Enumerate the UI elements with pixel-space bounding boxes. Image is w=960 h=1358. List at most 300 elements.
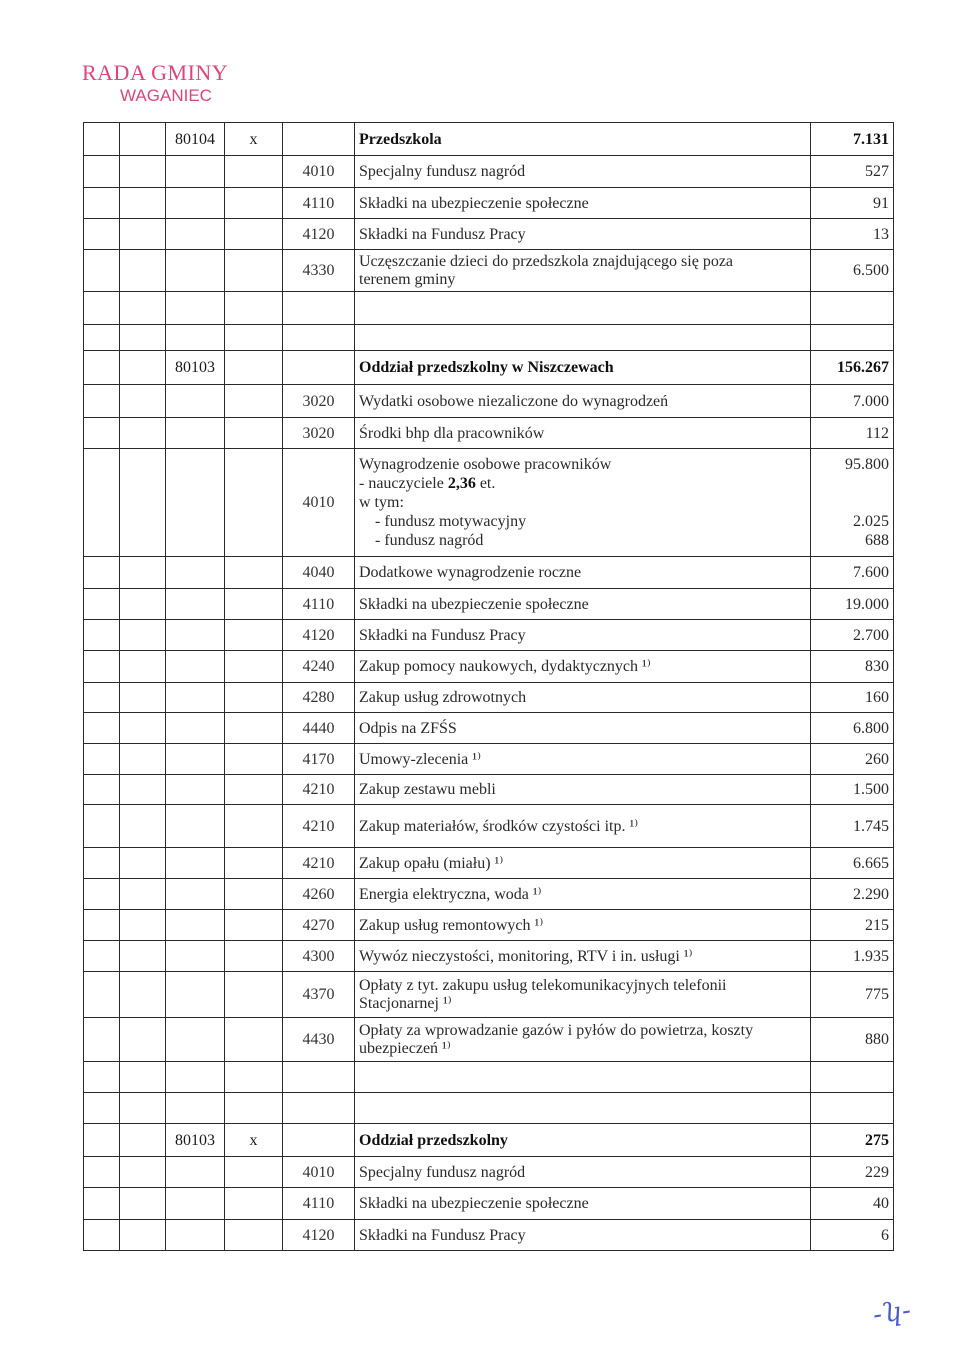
paragraph-cell: 4240	[283, 651, 355, 683]
blank-cell	[120, 848, 166, 879]
description-line: Składki na ubezpieczenie społeczne	[359, 595, 589, 613]
blank-cell	[84, 589, 120, 620]
description-line	[359, 531, 806, 550]
blank-cell	[84, 219, 120, 250]
blank-cell	[120, 744, 166, 775]
blank-cell	[84, 1157, 120, 1188]
mark-cell	[225, 972, 283, 1018]
description-line: Składki na Fundusz Pracy	[359, 1226, 526, 1244]
description-line: Składki na Fundusz Pracy	[359, 225, 526, 243]
description-cell	[355, 620, 811, 651]
blank-cell	[84, 1220, 120, 1251]
blank-cell	[811, 325, 894, 351]
amount-cell	[811, 385, 894, 418]
description-cell	[355, 713, 811, 744]
description-line: Zakup pomocy naukowych, dydaktycznych ¹⁾	[359, 658, 651, 675]
blank-cell	[84, 557, 120, 589]
description-line: ubezpieczeń ¹⁾	[359, 1039, 451, 1057]
table-row	[84, 557, 894, 589]
paragraph-cell: 4270	[283, 910, 355, 941]
description-cell	[355, 1157, 811, 1188]
description-text: - fundusz motywacyjny	[359, 513, 527, 530]
amount-value: 6	[881, 1226, 889, 1244]
chapter-cell	[166, 1018, 225, 1062]
amount-value: 40	[873, 1195, 889, 1212]
blank-cell	[84, 1188, 120, 1220]
amount-cell	[811, 805, 894, 848]
amount-value: 91	[873, 194, 889, 212]
description-bold: 2,36	[447, 475, 476, 492]
blank-cell	[84, 1018, 120, 1062]
chapter-cell: 80103	[166, 351, 225, 385]
amount-line	[815, 474, 889, 493]
amount-cell	[811, 683, 894, 713]
chapter-cell	[166, 557, 225, 589]
amount-value: 7.000	[853, 392, 889, 410]
description-line: Umowy-zlecenia ¹⁾	[359, 750, 482, 768]
amount-value: 215	[865, 916, 889, 934]
blank-cell	[84, 848, 120, 879]
blank-cell	[84, 292, 120, 325]
stamp-line-1: RADA GMINY	[82, 60, 229, 85]
description-cell	[355, 972, 811, 1018]
blank-cell	[225, 1093, 283, 1124]
amount-value: 2.700	[853, 626, 889, 644]
table-row	[84, 683, 894, 713]
description-line	[359, 493, 806, 512]
blank-cell	[120, 123, 166, 156]
table-row	[84, 1018, 894, 1062]
mark-cell	[225, 250, 283, 292]
amount-cell	[811, 1188, 894, 1220]
amount-cell	[811, 744, 894, 775]
description-line: Dodatkowe wynagrodzenie roczne	[359, 564, 582, 581]
mark-cell	[225, 351, 283, 385]
description-cell	[355, 385, 811, 418]
blank-cell	[120, 1157, 166, 1188]
mark-cell	[225, 744, 283, 775]
amount-value: 6.500	[853, 262, 889, 279]
description-text: - nauczyciele	[359, 475, 448, 492]
paragraph-cell: 4260	[283, 879, 355, 910]
mark-cell: x	[225, 1124, 283, 1157]
table-row	[84, 188, 894, 219]
description-line: Oddział przedszkolny w Niszczewach	[359, 359, 614, 376]
chapter-cell	[166, 683, 225, 713]
blank-cell	[120, 325, 166, 351]
blank-cell	[120, 1018, 166, 1062]
blank-cell	[166, 1062, 225, 1093]
blank-cell	[120, 1220, 166, 1251]
blank-cell	[84, 941, 120, 972]
paragraph-cell: 4440	[283, 713, 355, 744]
description-text: Wynagrodzenie osobowe pracowników	[359, 456, 612, 473]
description-line: Wywóz nieczystości, monitoring, RTV i in. usługi ¹⁾	[359, 947, 693, 965]
amount-value: 13	[873, 225, 889, 243]
amount-value: 160	[865, 689, 889, 706]
description-line	[359, 474, 806, 493]
chapter-cell	[166, 848, 225, 879]
amount-value: 2.290	[853, 885, 889, 903]
amount-cell	[811, 1018, 894, 1062]
amount-cell	[811, 848, 894, 879]
mark-cell	[225, 805, 283, 848]
amount-value: 880	[865, 1031, 889, 1048]
mark-cell	[225, 557, 283, 589]
table-row	[84, 156, 894, 188]
description-cell	[355, 1124, 811, 1157]
table-row	[84, 744, 894, 775]
mark-cell	[225, 1018, 283, 1062]
blank-cell	[355, 325, 811, 351]
description-line: Składki na ubezpieczenie społeczne	[359, 194, 589, 212]
amount-line: 688	[865, 532, 889, 549]
description-line: Zakup materiałów, środków czystości itp. ¹⁾	[359, 817, 639, 835]
description-cell	[355, 1220, 811, 1251]
description-line: Specjalny fundusz nagród	[359, 163, 526, 180]
mark-cell	[225, 910, 283, 941]
amount-cell	[811, 1157, 894, 1188]
empty-row	[84, 1093, 894, 1124]
description-line: terenem gminy	[359, 270, 456, 288]
amount-cell	[811, 713, 894, 744]
amount-cell	[811, 1124, 894, 1157]
blank-cell	[120, 385, 166, 418]
paragraph-cell: 4210	[283, 848, 355, 879]
amount-cell	[811, 910, 894, 941]
amount-value: 260	[865, 750, 889, 768]
description-cell	[355, 848, 811, 879]
table-row	[84, 250, 894, 292]
table-row	[84, 219, 894, 250]
paragraph-cell: 4110	[283, 1188, 355, 1220]
blank-cell	[120, 1124, 166, 1157]
mark-cell	[225, 385, 283, 418]
description-line	[359, 512, 806, 531]
blank-cell	[84, 123, 120, 156]
table-row	[84, 123, 894, 156]
chapter-cell	[166, 744, 225, 775]
description-line: Energia elektryczna, woda ¹⁾	[359, 885, 542, 903]
blank-cell	[166, 292, 225, 325]
mark-cell	[225, 848, 283, 879]
amount-value: 156.267	[837, 359, 889, 376]
description-line: Zakup zestawu mebli	[359, 781, 496, 798]
blank-cell	[120, 351, 166, 385]
blank-cell	[84, 156, 120, 188]
chapter-cell	[166, 805, 225, 848]
table-row	[84, 589, 894, 620]
description-cell	[355, 1188, 811, 1220]
description-cell	[355, 805, 811, 848]
blank-cell	[355, 1093, 811, 1124]
blank-cell	[120, 713, 166, 744]
table-row	[84, 351, 894, 385]
blank-cell	[84, 910, 120, 941]
blank-cell	[84, 188, 120, 219]
table-row	[84, 1124, 894, 1157]
description-line: Środki bhp dla pracowników	[359, 424, 545, 442]
mark-cell	[225, 418, 283, 449]
amount-line	[815, 493, 889, 512]
amount-value: 7.131	[853, 130, 889, 148]
blank-cell	[84, 805, 120, 848]
blank-cell	[120, 188, 166, 219]
blank-cell	[120, 1062, 166, 1093]
chapter-cell	[166, 1157, 225, 1188]
budget-table-body	[84, 123, 894, 1251]
stamp-line-2: WAGANIEC	[120, 86, 212, 105]
blank-cell	[84, 713, 120, 744]
amount-cell	[811, 557, 894, 589]
description-cell	[355, 123, 811, 156]
blank-cell	[120, 418, 166, 449]
paragraph-cell: 4110	[283, 188, 355, 219]
table-row	[84, 1157, 894, 1188]
chapter-cell	[166, 620, 225, 651]
table-row	[84, 941, 894, 972]
description-line: Stacjonarnej ¹⁾	[359, 994, 452, 1012]
mark-cell	[225, 1220, 283, 1251]
blank-cell	[120, 941, 166, 972]
description-line: Składki na Fundusz Pracy	[359, 626, 526, 644]
blank-cell	[283, 325, 355, 351]
description-cell	[355, 188, 811, 219]
table-row	[84, 972, 894, 1018]
paragraph-cell: 3020	[283, 418, 355, 449]
blank-cell	[120, 620, 166, 651]
blank-cell	[811, 1062, 894, 1093]
blank-cell	[84, 620, 120, 651]
blank-cell	[84, 325, 120, 351]
blank-cell	[355, 1062, 811, 1093]
mark-cell	[225, 156, 283, 188]
paragraph-cell: 4120	[283, 1220, 355, 1251]
description-cell	[355, 1018, 811, 1062]
blank-cell	[84, 1124, 120, 1157]
blank-cell	[84, 250, 120, 292]
table-row	[84, 651, 894, 683]
mark-cell	[225, 941, 283, 972]
description-cell	[355, 250, 811, 292]
amount-cell	[811, 449, 894, 557]
description-line: Specjalny fundusz nagród	[359, 1163, 526, 1181]
description-line: Wydatki osobowe niezaliczone do wynagrodzeń	[359, 392, 669, 410]
empty-row	[84, 1062, 894, 1093]
blank-cell	[84, 972, 120, 1018]
description-cell	[355, 775, 811, 805]
amount-line: 95.800	[845, 456, 889, 473]
paragraph-cell	[283, 351, 355, 385]
paragraph-cell: 4010	[283, 449, 355, 557]
description-cell	[355, 941, 811, 972]
blank-cell	[84, 1062, 120, 1093]
blank-cell	[355, 292, 811, 325]
chapter-cell	[166, 972, 225, 1018]
blank-cell	[84, 1093, 120, 1124]
chapter-cell	[166, 250, 225, 292]
description-text: w tym:	[359, 494, 404, 511]
description-line: Opłaty za wprowadzanie gazów i pyłów do powietrza, koszty	[359, 1021, 754, 1039]
description-line: Zakup opału (miału) ¹⁾	[359, 854, 504, 872]
description-line: Zakup usług zdrowotnych	[359, 689, 527, 706]
description-cell	[355, 651, 811, 683]
paragraph-cell: 4110	[283, 589, 355, 620]
paragraph-cell: 4210	[283, 775, 355, 805]
paragraph-cell: 4210	[283, 805, 355, 848]
table-row	[84, 418, 894, 449]
amount-cell	[811, 219, 894, 250]
description-line	[359, 455, 806, 474]
chapter-cell	[166, 156, 225, 188]
blank-cell	[84, 418, 120, 449]
mark-cell	[225, 1157, 283, 1188]
amount-value: 112	[865, 424, 889, 442]
paragraph-cell: 4330	[283, 250, 355, 292]
table-row	[84, 848, 894, 879]
table-row	[84, 879, 894, 910]
description-cell	[355, 879, 811, 910]
chapter-cell	[166, 879, 225, 910]
description-cell	[355, 557, 811, 589]
blank-cell	[120, 1093, 166, 1124]
amount-value: 7.600	[853, 564, 889, 581]
blank-cell	[120, 972, 166, 1018]
table-row	[84, 775, 894, 805]
paragraph-cell: 4040	[283, 557, 355, 589]
blank-cell	[84, 744, 120, 775]
paragraph-cell: 3020	[283, 385, 355, 418]
council-stamp	[82, 62, 228, 104]
table-row	[84, 1188, 894, 1220]
mark-cell	[225, 775, 283, 805]
description-cell	[355, 219, 811, 250]
amount-cell	[811, 620, 894, 651]
paragraph-cell: 4170	[283, 744, 355, 775]
table-row	[84, 449, 894, 557]
amount-cell	[811, 351, 894, 385]
description-cell	[355, 351, 811, 385]
paragraph-cell	[283, 1124, 355, 1157]
description-line: Składki na ubezpieczenie społeczne	[359, 1195, 589, 1212]
amount-cell	[811, 250, 894, 292]
blank-cell	[84, 351, 120, 385]
amount-cell	[811, 123, 894, 156]
blank-cell	[120, 292, 166, 325]
chapter-cell	[166, 651, 225, 683]
chapter-cell	[166, 385, 225, 418]
empty-row	[84, 325, 894, 351]
table-row	[84, 1220, 894, 1251]
mark-cell	[225, 651, 283, 683]
paragraph-cell: 4280	[283, 683, 355, 713]
blank-cell	[225, 292, 283, 325]
table-row	[84, 910, 894, 941]
blank-cell	[120, 651, 166, 683]
blank-cell	[120, 683, 166, 713]
amount-cell	[811, 1220, 894, 1251]
description-line: Odpis na ZFŚS	[359, 719, 457, 737]
mark-cell	[225, 683, 283, 713]
blank-cell	[84, 683, 120, 713]
amount-cell	[811, 775, 894, 805]
amount-value: 1.500	[853, 781, 889, 798]
chapter-cell	[166, 910, 225, 941]
blank-cell	[120, 219, 166, 250]
mark-cell	[225, 449, 283, 557]
paragraph-cell: 4430	[283, 1018, 355, 1062]
description-cell	[355, 744, 811, 775]
mark-cell	[225, 219, 283, 250]
blank-cell	[84, 651, 120, 683]
blank-cell	[120, 879, 166, 910]
blank-cell	[811, 292, 894, 325]
blank-cell	[166, 325, 225, 351]
amount-cell	[811, 651, 894, 683]
blank-cell	[120, 589, 166, 620]
mark-cell	[225, 879, 283, 910]
blank-cell	[283, 1062, 355, 1093]
description-line: Opłaty z tyt. zakupu usług telekomunikacyjnych telefonii	[359, 976, 727, 994]
description-cell	[355, 683, 811, 713]
paragraph-cell: 4010	[283, 1157, 355, 1188]
chapter-cell	[166, 713, 225, 744]
chapter-cell	[166, 589, 225, 620]
amount-value: 6.665	[853, 854, 889, 872]
chapter-cell	[166, 1188, 225, 1220]
description-line: Uczęszczanie dzieci do przedszkola znajdującego się poza	[359, 252, 734, 270]
paragraph-cell: 4120	[283, 620, 355, 651]
mark-cell	[225, 620, 283, 651]
mark-cell	[225, 713, 283, 744]
blank-cell	[120, 449, 166, 557]
empty-row	[84, 292, 894, 325]
blank-cell	[120, 250, 166, 292]
amount-value: 229	[865, 1163, 889, 1181]
amount-cell	[811, 188, 894, 219]
mark-cell	[225, 589, 283, 620]
chapter-cell	[166, 941, 225, 972]
blank-cell	[225, 1062, 283, 1093]
chapter-cell	[166, 449, 225, 557]
amount-value: 275	[865, 1131, 889, 1149]
blank-cell	[84, 775, 120, 805]
blank-cell	[84, 449, 120, 557]
amount-value: 6.800	[853, 719, 889, 737]
mark-cell: x	[225, 123, 283, 156]
amount-cell	[811, 156, 894, 188]
chapter-cell	[166, 188, 225, 219]
amount-cell	[811, 972, 894, 1018]
table-row	[84, 713, 894, 744]
chapter-cell	[166, 418, 225, 449]
budget-table	[83, 122, 894, 1251]
chapter-cell: 80103	[166, 1124, 225, 1157]
paragraph-cell: 4120	[283, 219, 355, 250]
amount-value: 1.745	[853, 817, 889, 835]
chapter-cell	[166, 219, 225, 250]
amount-cell	[811, 941, 894, 972]
chapter-cell	[166, 775, 225, 805]
blank-cell	[120, 805, 166, 848]
amount-value: 1.935	[853, 947, 889, 965]
mark-cell	[225, 1188, 283, 1220]
table-row	[84, 805, 894, 848]
description-line: Oddział przedszkolny	[359, 1131, 508, 1149]
description-cell	[355, 156, 811, 188]
amount-cell	[811, 879, 894, 910]
table-row	[84, 620, 894, 651]
